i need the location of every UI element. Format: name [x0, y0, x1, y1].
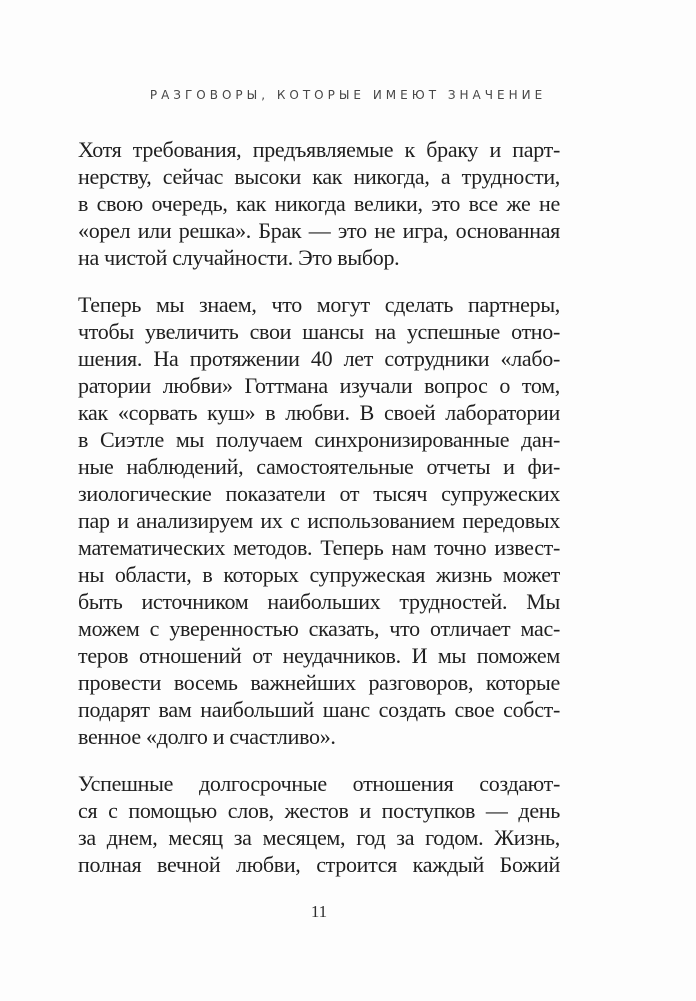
- text-line: провести восемь важнейших разговоров, которые: [78, 670, 560, 695]
- text-line: ратории любви» Готтмана изучали вопрос о том,: [78, 373, 560, 398]
- text-block: [78, 136, 560, 878]
- text-line: как «сорвать куш» в любви. В своей лаборатории: [78, 400, 560, 425]
- text-line: полная вечной любви, строится каждый Божий: [78, 852, 560, 877]
- text-line: за днем, месяц за месяцем, год за годом. Жизнь,: [78, 825, 560, 850]
- page-number: 11: [310, 902, 328, 921]
- paragraph: [78, 291, 560, 750]
- running-header: РАЗГОВОРЫ, КОТОРЫЕ ИМЕЮТ ЗНАЧЕНИЕ: [149, 88, 547, 102]
- text-line: на чистой случайности. Это выбор.: [78, 245, 400, 270]
- text-line: математических методов. Теперь нам точно извест-: [78, 535, 560, 560]
- text-line: шения. На протяжении 40 лет сотрудники «лабо-: [78, 346, 560, 371]
- paragraph: [78, 770, 560, 878]
- text-line: зиологические показатели от тысяч супружеских: [78, 481, 560, 506]
- text-line: венное «долго и счастливо».: [78, 724, 336, 749]
- text-line: чтобы увеличить свои шансы на успешные отно-: [78, 319, 560, 344]
- text-line: можем с уверенностью сказать, что отличает мас-: [78, 616, 560, 641]
- text-line: нерству, сейчас высоки как никогда, а трудности,: [78, 164, 560, 189]
- text-line: быть источником наибольших трудностей. Мы: [78, 589, 560, 614]
- text-line: пар и анализируем их с использованием передовых: [78, 508, 560, 533]
- text-line: Хотя требования, предъявляемые к браку и парт-: [78, 137, 560, 162]
- text-line: подарят вам наибольший шанс создать свое собст-: [78, 697, 560, 722]
- text-line: Теперь мы знаем, что могут сделать партнеры,: [78, 292, 560, 317]
- text-line: ны области, в которых супружеская жизнь может: [78, 562, 560, 587]
- text-line: в свою очередь, как никогда велики, это все же не: [78, 191, 560, 216]
- text-line: ные наблюдений, самостоятельные отчеты и фи-: [78, 454, 560, 479]
- text-line: в Сиэтле мы получаем синхронизированные дан-: [78, 427, 560, 452]
- text-line: ся с помощью слов, жестов и поступков — день: [78, 798, 560, 823]
- text-line: теров отношений от неудачников. И мы поможем: [78, 643, 560, 668]
- text-line: Успешные долгосрочные отношения создают-: [78, 771, 560, 796]
- paragraph: [78, 136, 560, 271]
- text-line: «орел или решка». Брак — это не игра, основанная: [78, 218, 560, 243]
